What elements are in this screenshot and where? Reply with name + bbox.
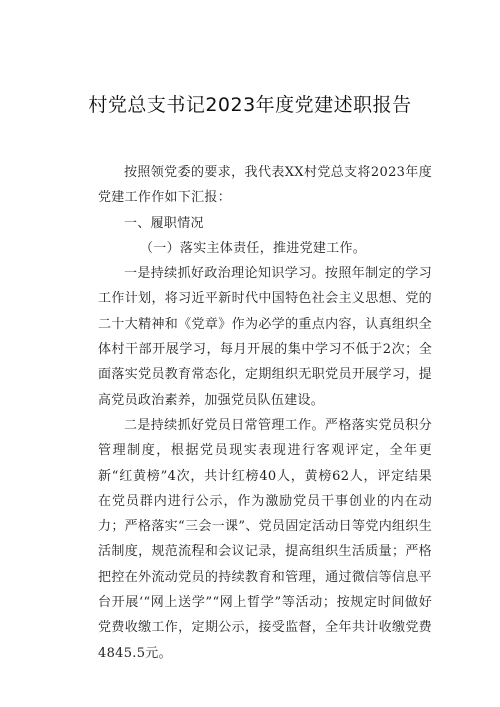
document-body bbox=[98, 160, 432, 666]
section-heading: 一、履职情况 bbox=[124, 215, 204, 231]
paragraph-study: 一是持续抓好政治理论知识学习。按照年制定的学习工作计划，将习近平新时代中国特色社会主义思想、党的二十大精神和《党章》作为必学的重点内容，认真组织全体村干部开展学习，每月开展的集中学习不低于2次；全面落实党员教育常态化，定期组织无职党员开展学习，提高党员政治素养，加强党员队伍建设。 bbox=[98, 266, 432, 408]
document-title: 村党总支书记2023年度党建述职报告 bbox=[88, 94, 412, 116]
intro-paragraph: 按照领党委的要求，我代表XX村党总支将2023年度党建工作作如下汇报： bbox=[98, 165, 432, 206]
subsection-heading: （一）落实主体责任，推进党建工作。 bbox=[140, 240, 367, 256]
paragraph-management: 二是持续抓好党员日常管理工作。严格落实党员积分管理制度，根据党员现实表现进行客观评定，全年更新“红黄榜”4次，共计红榜40人，黄榜62人，评定结果在党员群内进行公示，作为激励党员干事创业的内在动力；严格落实“三会一课”、党员固定活动日等党内组织生活制度，规范流程和会议记录，提高组织生活质量；严格把控在外流动党员的持续教育和管理，通过微信等信息平台开展‘“网上送学”“网上晢学”等活动；按规定时间做好党费收缴工作，定期公示，接受监督，全年共计收缴党费4845.5元。 bbox=[98, 417, 432, 661]
